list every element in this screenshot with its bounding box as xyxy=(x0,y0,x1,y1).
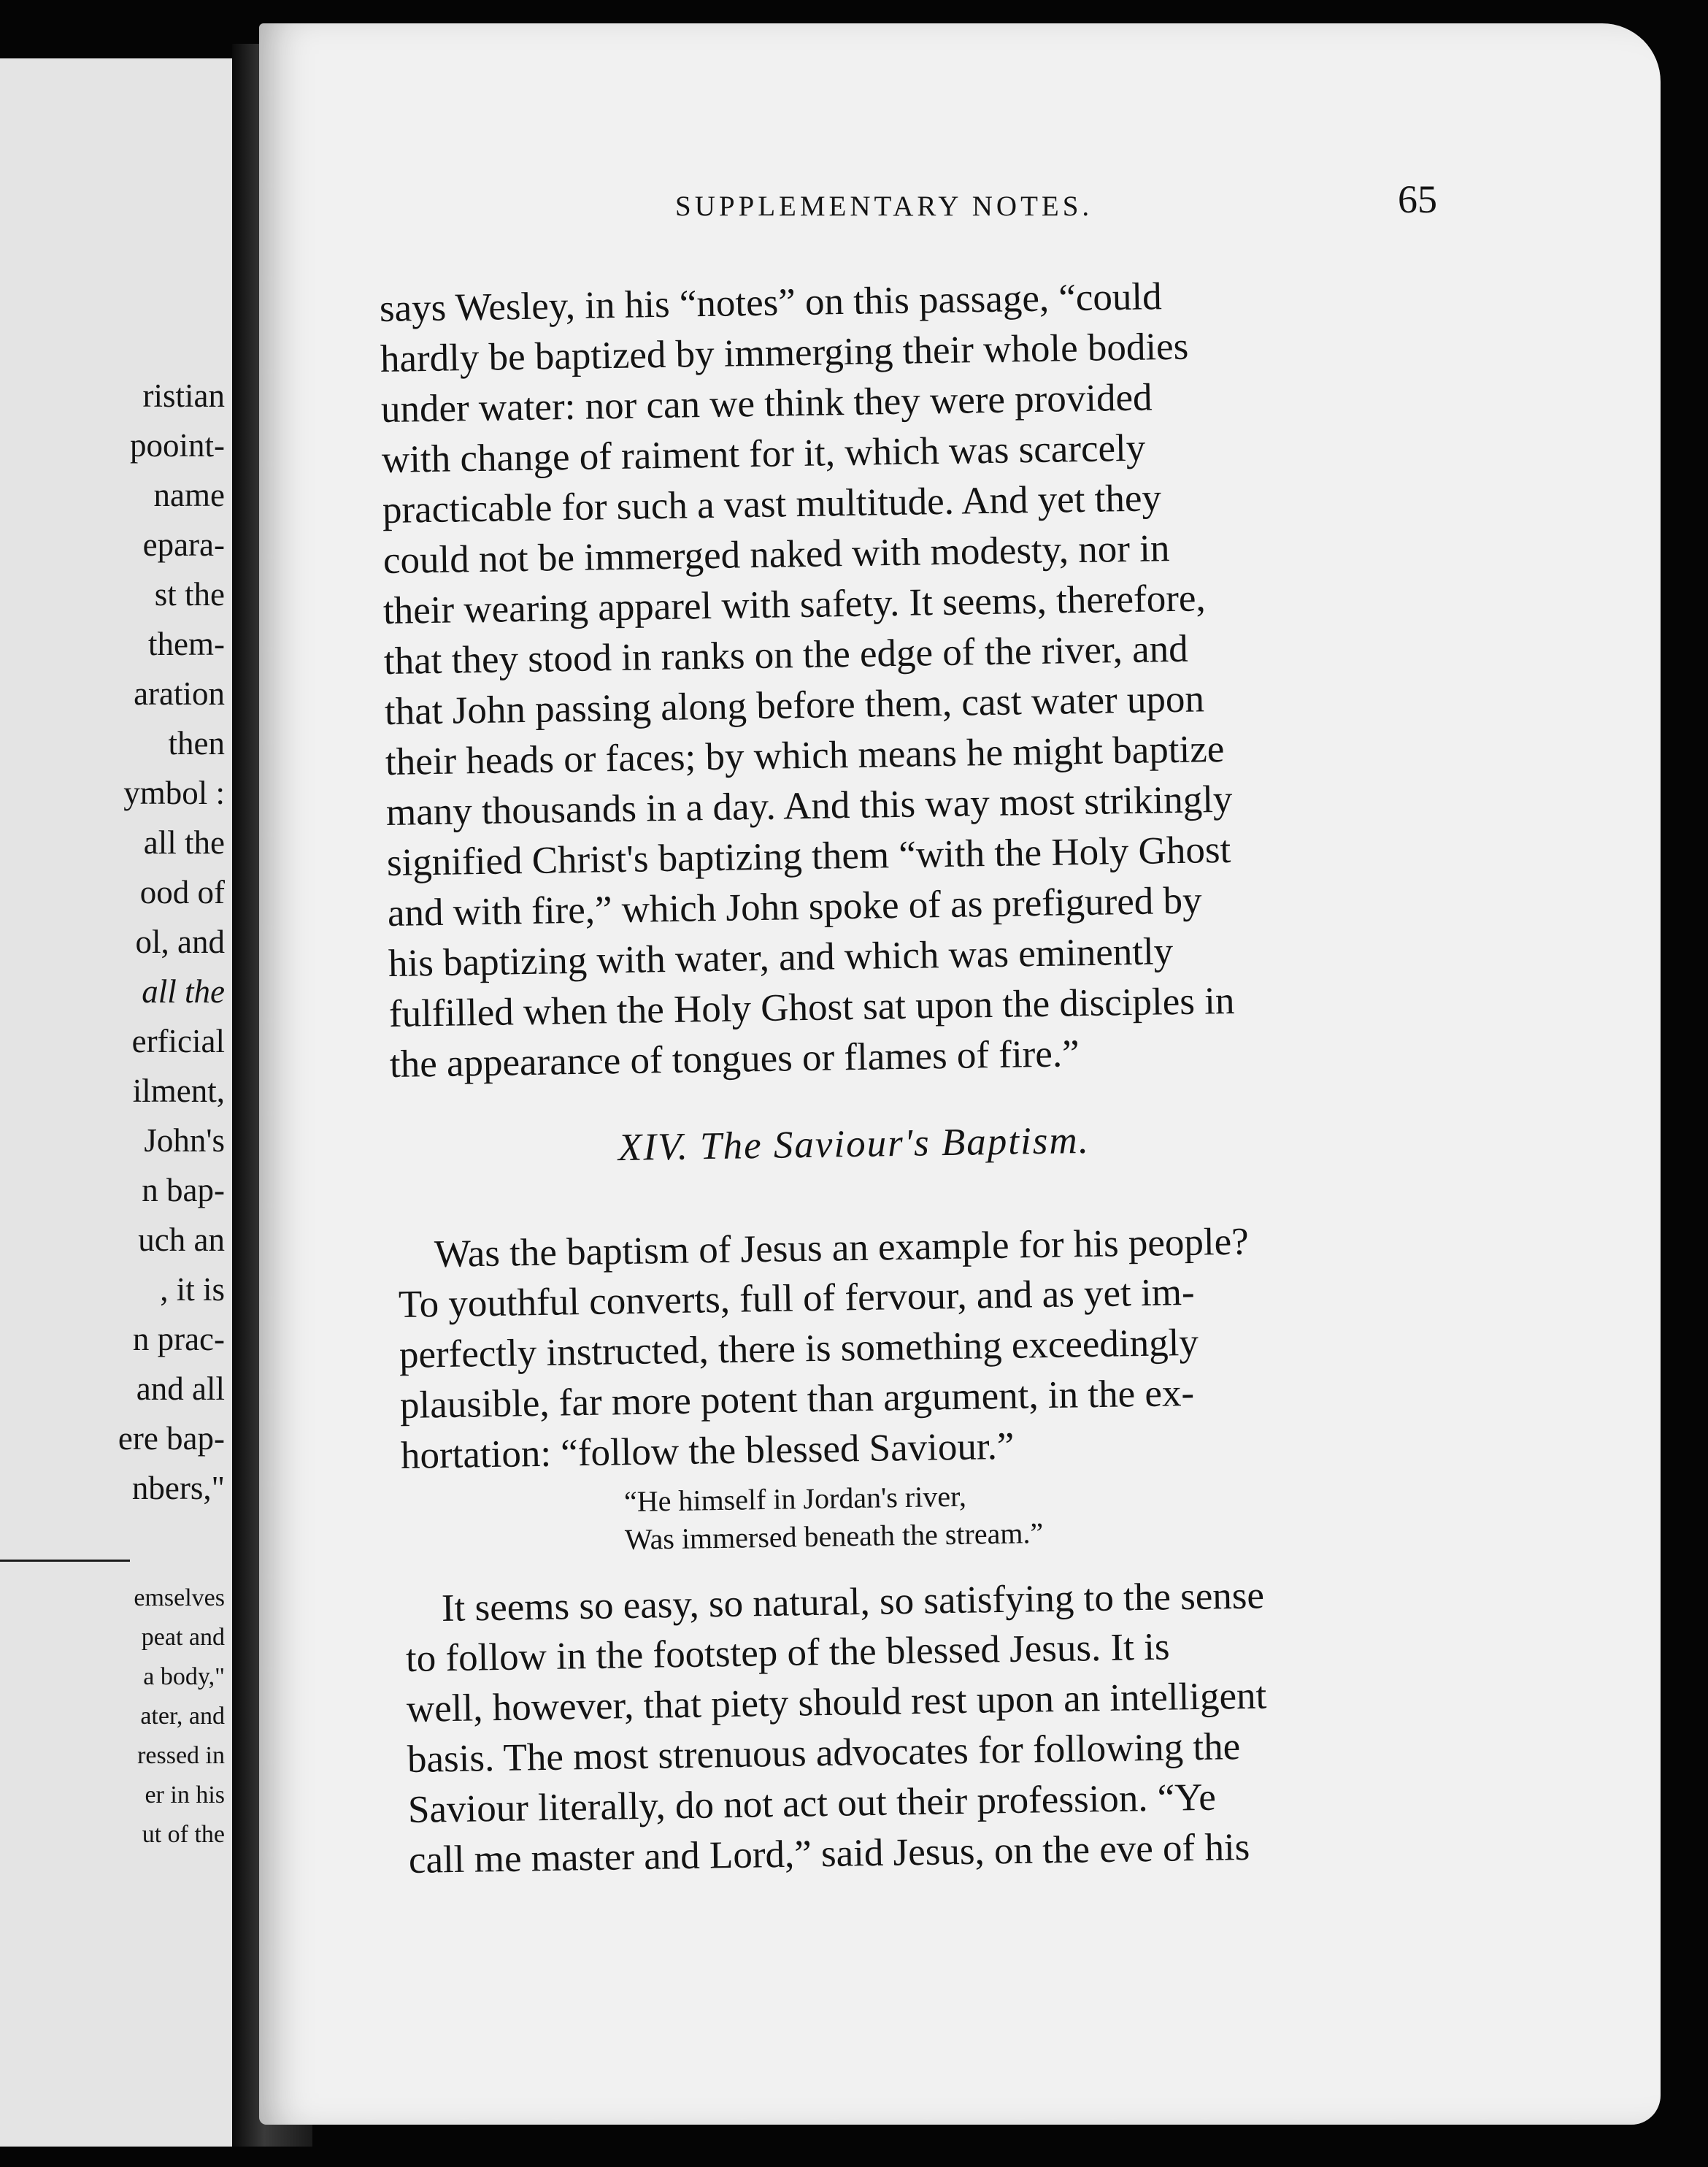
left-page-text-fragment: nbers," xyxy=(131,1470,225,1506)
text-line: his baptizing with water, and which was eminently xyxy=(388,930,1174,985)
left-page-edge xyxy=(0,58,232,2147)
text-line: under water: nor can we think they were provided xyxy=(380,376,1153,431)
text-line: plausible, far more potent than argument, in the ex- xyxy=(399,1371,1195,1427)
left-page-text-fragment: all the xyxy=(143,824,225,861)
text-line: could not be immerged naked with modesty, nor in xyxy=(382,527,1170,582)
left-page-text-fragment: ymbol : xyxy=(123,775,225,811)
text-line: to follow in the footstep of the blessed Jesus. It is xyxy=(405,1625,1170,1680)
right-page xyxy=(259,23,1661,2125)
left-page-footnote-fragment: ater, and xyxy=(140,1703,225,1730)
page-number: 65 xyxy=(1398,177,1437,221)
left-page-text-fragment: all the xyxy=(142,973,225,1010)
text-line: hardly be baptized by immerging their whole bodies xyxy=(380,325,1189,380)
left-page-footnote-fragment: peat and xyxy=(141,1624,225,1651)
left-page-text-fragment: ere bap- xyxy=(118,1420,225,1457)
text-line: that John passing along before them, cast water upon xyxy=(384,678,1205,733)
left-page-text-fragment: st the xyxy=(154,576,225,613)
left-page-footnote-fragment: er in his xyxy=(145,1781,225,1809)
left-page-footnote-fragment: a body," xyxy=(143,1663,225,1690)
text-line: “He himself in Jordan's river, xyxy=(623,1479,967,1518)
text-line: with change of raiment for it, which was scarcely xyxy=(381,426,1146,481)
left-page-text-fragment: pooint- xyxy=(130,427,225,464)
text-line: To youthful converts, full of fervour, and as yet im- xyxy=(398,1270,1195,1326)
left-page-footnote-fragment: emselves xyxy=(134,1584,225,1611)
text-line: Saviour literally, do not act out their profession. “Ye xyxy=(407,1776,1216,1831)
left-page-text-fragment: ilment, xyxy=(132,1073,225,1109)
footnote-rule xyxy=(0,1560,130,1562)
text-line: call me master and Lord,” said Jesus, on the eve of his xyxy=(408,1825,1250,1882)
text-line: practicable for such a vast multitude. And yet they xyxy=(382,477,1161,532)
text-line: and with fire,” which John spoke of as prefigured by xyxy=(387,879,1202,935)
left-page-footnote-fragment: ut of the xyxy=(142,1821,225,1848)
running-header: SUPPLEMENTARY NOTES. xyxy=(675,191,1093,222)
left-page-text-fragment: ristian xyxy=(142,377,225,414)
text-line: well, however, that piety should rest upon an intelligent xyxy=(406,1674,1267,1730)
left-page-text-fragment: erficial xyxy=(131,1023,225,1059)
text-line: their wearing apparel with safety. It seems, therefore, xyxy=(382,577,1207,632)
left-page-text-fragment: and all xyxy=(136,1370,225,1407)
text-line: their heads or faces; by which means he might baptize xyxy=(385,727,1225,783)
left-page-text-fragment: n bap- xyxy=(142,1172,225,1208)
text-line: fulfilled when the Holy Ghost sat upon the disciples in xyxy=(388,979,1235,1035)
text-line: many thousands in a day. And this way most strikingly xyxy=(385,778,1233,834)
text-line: the appearance of tongues or flames of fire.” xyxy=(389,1032,1080,1086)
left-page-footnote-fragment: ressed in xyxy=(137,1742,225,1769)
left-page-text-fragment: ol, and xyxy=(135,924,225,960)
text-line: Was the baptism of Jesus an example for his people? xyxy=(434,1220,1250,1276)
text-line: says Wesley, in his “notes” on this passage, “could xyxy=(379,275,1163,330)
left-page-text-fragment: John's xyxy=(144,1122,225,1159)
left-page-text-fragment: n prac- xyxy=(132,1321,225,1357)
text-line: signified Christ's baptizing them “with the Holy Ghost xyxy=(386,828,1231,884)
text-line: perfectly instructed, there is something exceedingly xyxy=(399,1321,1199,1376)
left-page-text-fragment: , it is xyxy=(160,1271,225,1308)
left-page-text-fragment: epara- xyxy=(142,526,225,563)
text-line: Was immersed beneath the stream.” xyxy=(624,1516,1044,1556)
left-page-text-fragment: aration xyxy=(134,675,225,712)
section-heading: XIV. The Saviour's Baptism. xyxy=(618,1119,1090,1170)
left-page-text-fragment: ood of xyxy=(139,874,225,910)
left-page-text-fragment: then xyxy=(168,725,225,762)
text-line: that they stood in ranks on the edge of the river, and xyxy=(383,627,1189,683)
left-page-text-fragment: name xyxy=(153,477,225,513)
text-line: It seems so easy, so natural, so satisfying to the sense xyxy=(441,1574,1265,1630)
left-page-text-fragment: them- xyxy=(148,626,225,662)
text-line: hortation: “follow the blessed Saviour.” xyxy=(400,1424,1015,1477)
left-page-text-fragment: uch an xyxy=(138,1221,225,1258)
text-line: basis. The most strenuous advocates for following the xyxy=(407,1725,1241,1781)
